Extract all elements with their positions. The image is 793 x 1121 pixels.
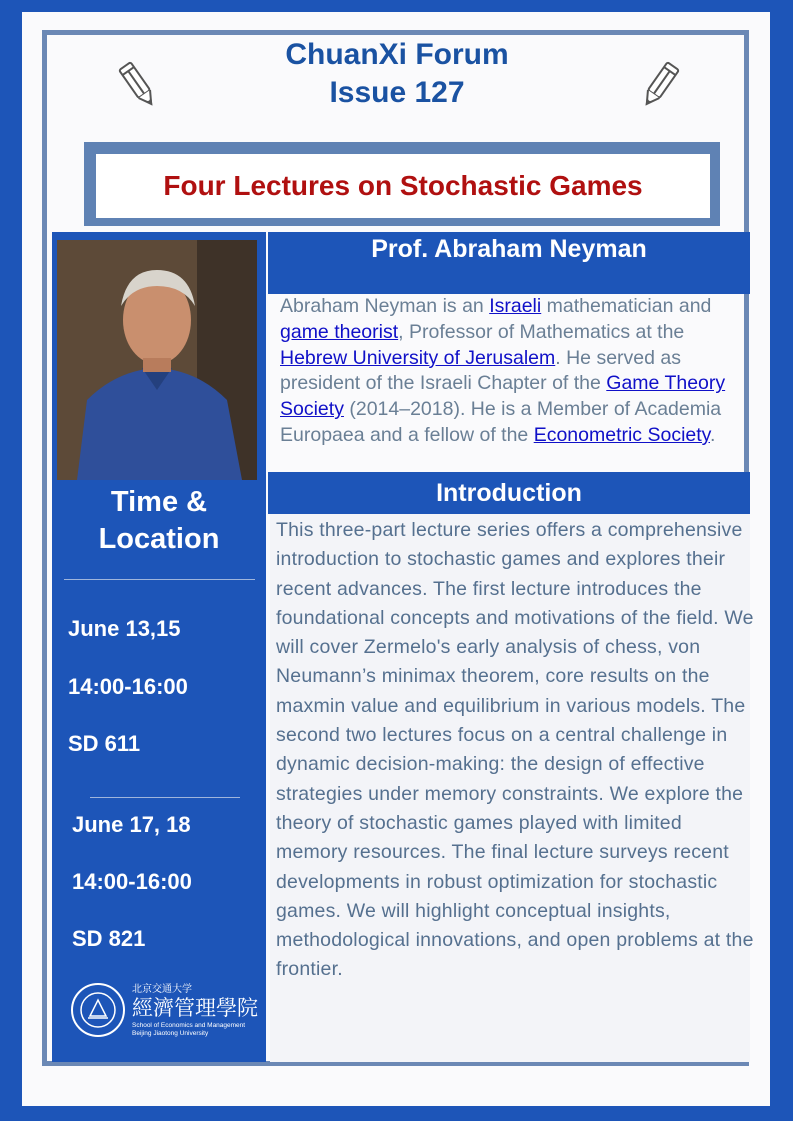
- speaker-name: Prof. Abraham Neyman: [268, 232, 750, 294]
- schedule-heading-line1: Time &: [110, 486, 208, 518]
- pencil-icon: [638, 58, 682, 112]
- intro-heading: Introduction: [268, 472, 750, 514]
- session2-room: SD 821: [72, 926, 146, 951]
- pencil-icon: [116, 58, 160, 112]
- bio-text: mathematician and: [541, 295, 712, 317]
- speaker-photo: [57, 240, 257, 480]
- session1-date: June 13,15: [68, 616, 181, 641]
- schedule-divider: [90, 797, 240, 798]
- logo-chinese-name: 北京交通大学: [132, 984, 192, 995]
- schedule-divider: [64, 579, 255, 580]
- speaker-bio: [280, 294, 750, 449]
- logo-english-line2: Beijing Jiaotong University: [132, 1030, 209, 1037]
- bio-text: Abraham Neyman is an: [280, 295, 490, 317]
- link-game-theory-society[interactable]: Game Theory Society: [280, 372, 726, 421]
- session2-time: 14:00-16:00: [72, 869, 192, 894]
- link-hebrew-university[interactable]: Hebrew University of Jerusalem: [280, 346, 556, 369]
- bio-text: .: [709, 423, 716, 446]
- session1-room: SD 611: [68, 731, 141, 756]
- session2-date: June 17, 18: [72, 812, 191, 837]
- link-econometric-society[interactable]: Econometric Society: [533, 423, 710, 446]
- session1-time: 14:00-16:00: [68, 674, 188, 699]
- schedule-heading: [52, 484, 266, 558]
- event-title: Four Lectures on Stochastic Games: [96, 154, 710, 218]
- bio-text: (2014–2018). He is a Member of Academia Europaea and a fellow of the: [280, 398, 722, 446]
- bio-text: . He served as president of the Israeli Chapter of the: [280, 346, 681, 395]
- link-israeli[interactable]: Israeli: [489, 295, 542, 317]
- schedule-heading-line2: Location: [98, 523, 220, 555]
- bio-text: , Professor of Mathematics at the: [398, 320, 685, 343]
- logo-chinese-school: 經濟管理學院: [132, 996, 258, 1020]
- issue-number: Issue 127: [329, 76, 465, 109]
- link-game-theorist[interactable]: game theorist: [280, 320, 399, 343]
- university-seal-icon: [70, 982, 126, 1038]
- intro-text: This three-part lecture series offers a comprehensive introduction to stochastic games and explores their recent advances. The first lecture introduces the foundational concepts and motivations of the field. We will cover Zermelo's early analysis of chess, von Neumann’s minimax theorem, core results on the maxmin value and equilibrium in various models. The second two lectures focus on a central challenge in dynamic decision-making: the design of effective strategies under memory constraints. We explore the theory of stochastic games played with limited memory resources. The final lecture surveys recent developments in robust optimization for stochastic games. We will highlight conceptual insights, methodological innovations, and open problems at the frontier.: [276, 519, 754, 981]
- logo-english-line1: School of Economics and Management: [132, 1022, 246, 1029]
- forum-name: ChuanXi Forum: [285, 38, 509, 71]
